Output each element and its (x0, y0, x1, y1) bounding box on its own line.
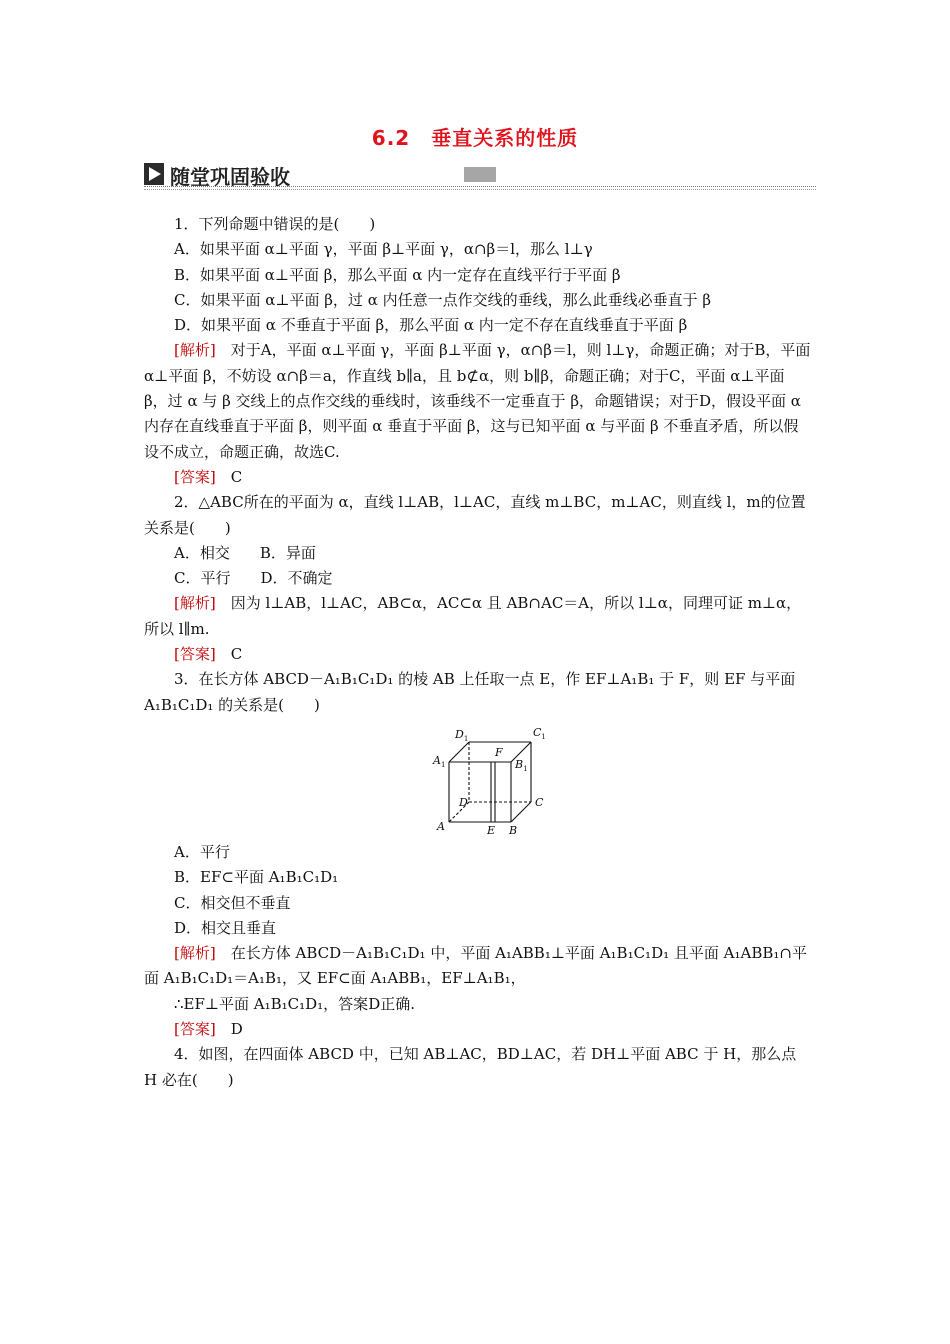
banner-decoration (464, 167, 496, 182)
section-label: 随堂巩固验收 (170, 165, 290, 189)
question-1-option-c: C．如果平面 α⊥平面 β，过 α 内任意一点作交线的垂线，那么此垂线必垂直于 β (174, 290, 712, 309)
banner-divider (144, 186, 816, 187)
analysis-tag: [解析] (174, 594, 216, 613)
question-1-analysis (144, 338, 812, 464)
answer-value: C (230, 645, 243, 664)
question-3-option-c: C．相交但不垂直 (174, 893, 291, 912)
cuboid-figure (429, 724, 549, 836)
label-e: E (487, 823, 496, 836)
question-2-stem: 2．△ABC所在的平面为 α，直线 l⊥AB，l⊥AC，直线 m⊥BC，m⊥AC，则直线 l，m的位置关系是( ) (144, 493, 806, 537)
question-3-analysis-conclusion: ∴EF⊥平面 A₁B₁C₁D₁，答案D正确. (174, 994, 415, 1013)
question-3-option-b: B．EF⊂平面 A₁B₁C₁D₁ (174, 868, 339, 887)
question-1-option-d: D．如果平面 α 不垂直于平面 β，那么平面 α 内一定不存在直线垂直于平面 β (174, 316, 688, 335)
answer-tag: [答案] (174, 467, 216, 486)
label-a1: $A_1$ (433, 753, 446, 769)
label-d: D (459, 795, 468, 809)
analysis-tag: [解析] (174, 341, 216, 360)
label-f: F (495, 745, 503, 759)
question-2-answer (144, 642, 812, 667)
page-title: 6.2 垂直关系的性质 (371, 126, 579, 150)
question-1-option-a: A．如果平面 α⊥平面 γ，平面 β⊥平面 γ，α∩β＝l，那么 l⊥γ (174, 240, 593, 259)
label-c1: $C_1$ (533, 725, 546, 741)
question-1-stem: 1．下列命题中错误的是( ) (174, 215, 376, 233)
play-arrow-icon (144, 163, 164, 185)
label-c: C (535, 795, 544, 809)
question-1-option-b: B．如果平面 α⊥平面 β，那么平面 α 内一定存在直线平行于平面 β (174, 265, 621, 284)
exercise-content (144, 212, 812, 1093)
question-3-option-d: D．相交且垂直 (174, 918, 277, 937)
analysis-text: 因为 l⊥AB，l⊥AC，AB⊂α，AC⊂α 且 AB∩AC＝A，所以 l⊥α，同理可证 m⊥α，所以 l∥m. (144, 594, 802, 638)
label-b: B (509, 823, 518, 836)
label-d1: $D_1$ (455, 727, 469, 743)
answer-value: C (230, 467, 243, 486)
question-3-option-a: A．平行 (174, 842, 230, 861)
question-4-stem: 4．如图，在四面体 ABCD 中，已知 AB⊥AC，BD⊥AC，若 DH⊥平面 ABC 于 H，那么点 H 必在( ) (144, 1045, 797, 1089)
question-3-stem: 3．在长方体 ABCD－A₁B₁C₁D₁ 的棱 AB 上任取一点 E，作 EF⊥A₁B₁ 于 F，则 EF 与平面 A₁B₁C₁D₁ 的关系是( ) (144, 670, 796, 714)
question-1-answer (144, 465, 812, 490)
analysis-text: 在长方体 ABCD－A₁B₁C₁D₁ 中，平面 A₁ABB₁⊥平面 A₁B₁C₁D₁ 且平面 A₁ABB₁∩平面 A₁B₁C₁D₁＝A₁B₁，又 EF⊂面 A₁ABB₁，EF⊥A₁B₁， (144, 944, 807, 988)
banner-divider (144, 189, 816, 190)
question-2-options-ab: A．相交 B．异面 (174, 543, 316, 562)
question-2-analysis (144, 591, 812, 642)
question-3-analysis (144, 941, 812, 992)
answer-tag: [答案] (174, 645, 216, 664)
section-banner (144, 160, 816, 190)
answer-tag: [答案] (174, 1020, 216, 1039)
label-a: A (437, 819, 445, 833)
label-b1: $B_1$ (515, 757, 528, 773)
analysis-text: 对于A，平面 α⊥平面 γ，平面 β⊥平面 γ，α∩β＝l，则 l⊥γ，命题正确；对于B，平面 α⊥平面 β，不妨设 α∩β＝a，作直线 b∥a，且 b⊄α，则 b∥β，命题正确；对于C，平面 α⊥平面 β，过 α 与 β 交线上的点作交线的垂线时，该垂线不一定垂直于 β，命题错误；对于D，假设平面 α 内存在直线垂直于平面 β，则平面 α 垂直于平面 β，这与已知平面 α 与平面 β 不垂直矛盾，所以假设不成立，命题正确，故选C. (144, 341, 811, 461)
answer-value: D (230, 1020, 243, 1039)
analysis-tag: [解析] (174, 944, 216, 963)
question-3-answer (144, 1017, 812, 1042)
question-2-options-cd: C．平行 D．不确定 (174, 569, 333, 588)
